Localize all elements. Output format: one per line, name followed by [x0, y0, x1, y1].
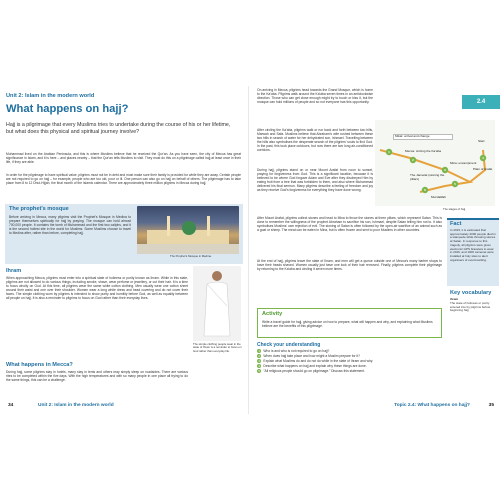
key-term: Ihram [450, 297, 459, 301]
fact-box [447, 218, 499, 286]
check-heading: Check your understanding [257, 342, 321, 348]
map-caption: The stages of hajj. [443, 207, 466, 211]
mosque-text: Before arriving in Mecca, many pilgrims visit the Prophet's Mosque in Medina to prepare themselves spiritually for hajj by praying. The mosque can hold almost 700,000 people. It contains the tomb of Muhammad and the first two caliphs, and it is the second holiest site in the world for Muslims. Some Muslims choose to travel to Medina after, rather than before, completing hajj. [9, 215, 131, 236]
check-item: 5 "All religious people should go on pilgrimage." Discuss this statement. [258, 368, 366, 373]
check-item: 1 Who is and who is not required to go on hajj? [258, 348, 330, 353]
map-label-mecca: Mecca: circling the Ka'aba [405, 149, 442, 153]
key-vocabulary-box [447, 289, 499, 325]
question-number-5: 5 [258, 368, 260, 373]
ihram-heading: Ihram [6, 268, 22, 274]
prophets-mosque-box [5, 204, 243, 264]
mosque-heading: The prophet's mosque [9, 206, 69, 212]
map-label-start: Start [478, 139, 485, 143]
check-item: 3 Explain what Muslims do and do not do while in the state of Ihram and why. [258, 358, 374, 363]
key-vocab-title: Key vocabulary [450, 290, 492, 296]
intro-paragraph-1: Muhammad lived on the Arabian Peninsula, and this is where Muslims believe that he received the Qur'an. As you have seen, the city of Mecca has great significance in Islam, and it is here – and places nearby – that the Qur'an tells Muslims to visit. They must do this on a pilgrimage called hajj at least once in their life, if they are able. [6, 152, 241, 165]
svg-text:4: 4 [482, 156, 484, 161]
happens-text: During hajj, some pilgrims stay in hotels, many stay in tents and others may simply sleep on roadsides. There are various rites to be completed within the five days. With the high temperatures and with so many people in one place all trying to do the same things, this can be a challenge. [6, 370, 188, 383]
intro-paragraph-2: In order for the pilgrimage to have spiritual value, pilgrims must not be in debt and must make sure their family is provided for while they are away. Certain people are not required to go on hajj – for example, people who are too old, poor or ill. One person can also go on hajj on behalf of others. The pilgrimage has to take place from 8 to 12 Dhul-Hijjah, the final month of the Islamic calendar. There are approximately three million pilgrims in Mecca during hajj. [6, 173, 241, 186]
map-label-mina: Mina: encampment [450, 161, 477, 165]
question-number-2: 2 [258, 353, 260, 358]
svg-text:2: 2 [412, 158, 414, 163]
right-paragraph-3: During hajj, pilgrims stand on or near Mount Arafat from noon to sunset, praying for forgiveness from God. This is a significant location, because it is believed to be where God forgave Adam and Eve after they disobeyed Him by eating fruit from a tree that was forbidden to them, and also where Muhammad delivered his final sermon. Many pilgrims describe a feeling of freedom and joy as they receive God's forgiveness for everything they have done wrong. [257, 168, 373, 193]
svg-text:3: 3 [444, 168, 446, 173]
right-page [251, 86, 500, 414]
activity-text: Write a travel guide for hajj, giving advice on how to prepare, what will happen and why, and explaining what Muslims believe are the benefits of this pilgrimage. [262, 320, 433, 329]
left-page [0, 86, 249, 414]
mosque-illustration [137, 206, 239, 254]
map-label-jamarat: The Jamarat (stoning the pillars) [410, 173, 445, 181]
right-paragraph-2: After circling the Ka'aba, pilgrims walk or run back and forth between two hills, Marwah and Safa. Muslims believe that Abraham's wife rushed between these two hills in search of water for her dehydrated son, Ishmael. Travelling between the hills also symbolises the desperate search of the pilgrims' souls to find God. In the past, this took place outdoors, but now there are two long air-conditioned corridors. [257, 128, 373, 153]
fact-title: Fact [450, 221, 462, 227]
check-item: 2 When does hajj take place and how might a Muslim prepare for it? [258, 353, 360, 358]
fact-text: In 2015, it is estimated that approximately 2000 people died in a stampede while throwing stones at Satan. In response to this tragedy, all pilgrims were given electronic GPS bracelets to wear in 2016, and 1000 cameras were installed at holy sites to alert organisers of overcrowding. [450, 228, 496, 262]
svg-text:6: 6 [424, 188, 426, 193]
left-page-number: 34 [8, 403, 14, 408]
mosque-photo [137, 206, 239, 254]
question-number-4: 4 [258, 363, 260, 368]
question-number-3: 3 [258, 358, 260, 363]
ihram-photo [193, 266, 241, 341]
left-footer-text: Unit 2: Islam in the modern world [38, 403, 114, 408]
happens-heading: What happens in Mecca? [6, 362, 73, 368]
check-understanding [257, 342, 497, 374]
map-label-mikat: Mikat: arrival and change [393, 134, 453, 140]
activity-box [257, 308, 442, 338]
hajj-route-map [375, 120, 495, 206]
check-item: 4 Describe what happens on hajj and explain why these things are done. [258, 363, 367, 368]
map-label-arafat: Plain of Arafat [473, 167, 493, 171]
activity-heading: Activity [262, 311, 283, 317]
mosque-caption: The Prophet's Mosque in Medina. [170, 254, 212, 258]
lead-paragraph: Hajj is a pilgrimage that every Muslims tries to undertake during the course of his or her lifetime, but what does this physical and spiritual journey involve? [6, 122, 231, 136]
question-number-1: 1 [258, 348, 260, 353]
right-paragraph-4: After Mount Arafat, pilgrims collect stones and head to Mina to throw the stones at three pillars, which represent Satan. This is done to remember the willingness of the prophet Abraham to sacrifice his son, Ishmael, despite Satan telling him not to. It also symbolises Muslims' own rejection of evil. The stoning of Satan is often followed by the open-air sacrifice of an animal such as a goat or sheep. The meat can be eaten in Mina, but is often frozen and sent to poor Muslims in other countries. [257, 216, 442, 233]
ihram-text: When approaching Mecca, pilgrims must enter into a spiritual state of holiness or purity known as Ihram. While in this state, pilgrims are not allowed to do various things, including smoke, shave, wear perfume or jewellery, or cut their hair. It is a time to focus wholly on God. At this time, all pilgrims wear the same white cotton clothing. Men usually wear one cotton sheet around their waist and one over their shoulder. Women wear a long white dress and head covering and do not cover their faces. The simple clothing worn by pilgrims is intended to show purity and humility before God, as well as equality between all people on hajj. It is also a reminder to pilgrims to focus on God rather than their everyday lives. [6, 276, 188, 301]
ihram-caption: The simple clothing people wear in the state of Ihram is a reminder to focus on God rather than everyday life. [193, 342, 242, 353]
topic-tab: 2.4 [462, 95, 500, 109]
unit-label: Unit 2: Islam in the modern world [6, 93, 95, 99]
pilgrim-illustration [193, 266, 241, 341]
page-title: What happens on hajj? [6, 103, 129, 115]
right-paragraph-5: At the end of hajj, pilgrims leave the state of Ihram, and men will get a queue outside one of Mecca's many barber shops to have their heads shaved. Women usually just have one lock of their hair removed. Finally, pilgrims complete their pilgrimage by returning to the Ka'aba and circling it seven more times. [257, 259, 442, 272]
right-footer-text: Topic 2.4: What happens on hajj? [394, 403, 470, 408]
svg-text:5: 5 [454, 182, 456, 187]
right-paragraph-1: On arriving in Mecca, pilgrims head towards the Grand Mosque, which is home to the Ka'aba. Pilgrims walk around the Ka'aba seven times in an anticlockwise direction. Those who can get close enough might try to touch or kiss it, but the mosque can hold millions of people and so not everyone has this opportunity. [257, 88, 373, 105]
key-definition: The state of holiness or purity entered into by pilgrims before beginning hajj [450, 301, 491, 313]
map-label-muzdalifah: Muzdalifah [431, 195, 446, 199]
right-page-number: 35 [488, 403, 494, 408]
svg-text:1: 1 [388, 150, 390, 155]
